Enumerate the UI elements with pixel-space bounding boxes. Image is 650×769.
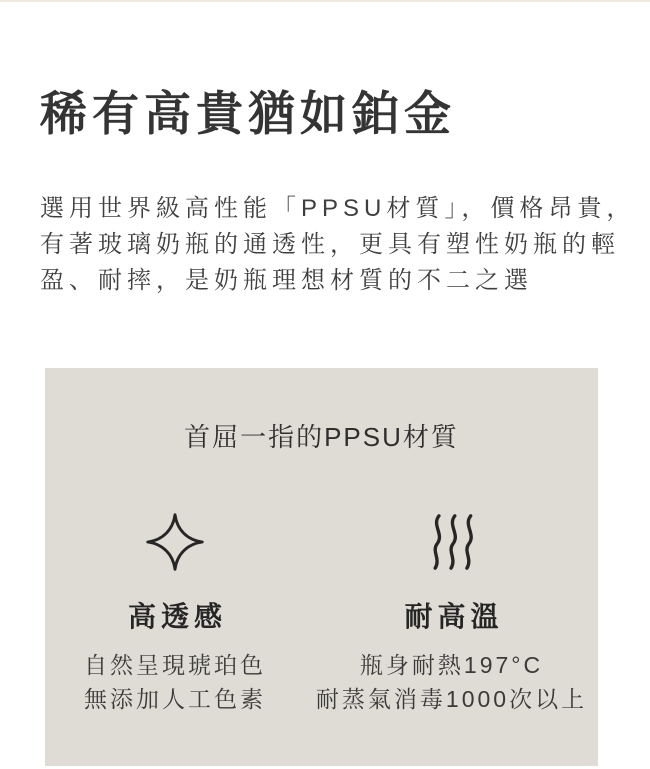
feature-desc-line: 耐蒸氣消毒1000次以上: [315, 685, 588, 712]
feature-transparency: [45, 513, 305, 716]
feature-desc-transparency: [45, 648, 305, 716]
sparkle-icon-box: [45, 513, 305, 571]
panel-title: 首屈一指的PPSU材質: [184, 422, 459, 453]
features-grid: [45, 513, 598, 716]
feature-title-heat-resistance: 耐高溫: [404, 602, 504, 634]
steam-icon: [429, 514, 475, 570]
feature-title-transparency: 高透感: [127, 602, 227, 634]
steam-icon-box: [305, 513, 598, 571]
intro-line-2: 有著玻璃奶瓶的通透性，更具有塑性奶瓶的輕: [40, 231, 620, 259]
feature-desc-line: 無添加人工色素: [84, 685, 266, 712]
intro-line-3: 盈、耐摔，是奶瓶理想材質的不二之選: [40, 267, 533, 295]
feature-desc-heat-resistance: [305, 648, 598, 716]
feature-desc-line: 瓶身耐熱197°C: [359, 651, 544, 678]
intro-line-1: 選用世界級高性能「PPSU材質」，價格昂貴，: [40, 195, 636, 223]
feature-heat-resistance: [305, 513, 598, 716]
feature-desc-line: 自然呈現琥珀色: [84, 651, 266, 678]
feature-panel: [45, 368, 598, 766]
sparkle-icon: [146, 513, 204, 571]
top-image-edge: [0, 0, 650, 2]
intro-paragraph: [40, 191, 636, 299]
hero-section: [0, 88, 650, 299]
page-title: 稀有高貴猶如鉑金: [40, 89, 456, 141]
